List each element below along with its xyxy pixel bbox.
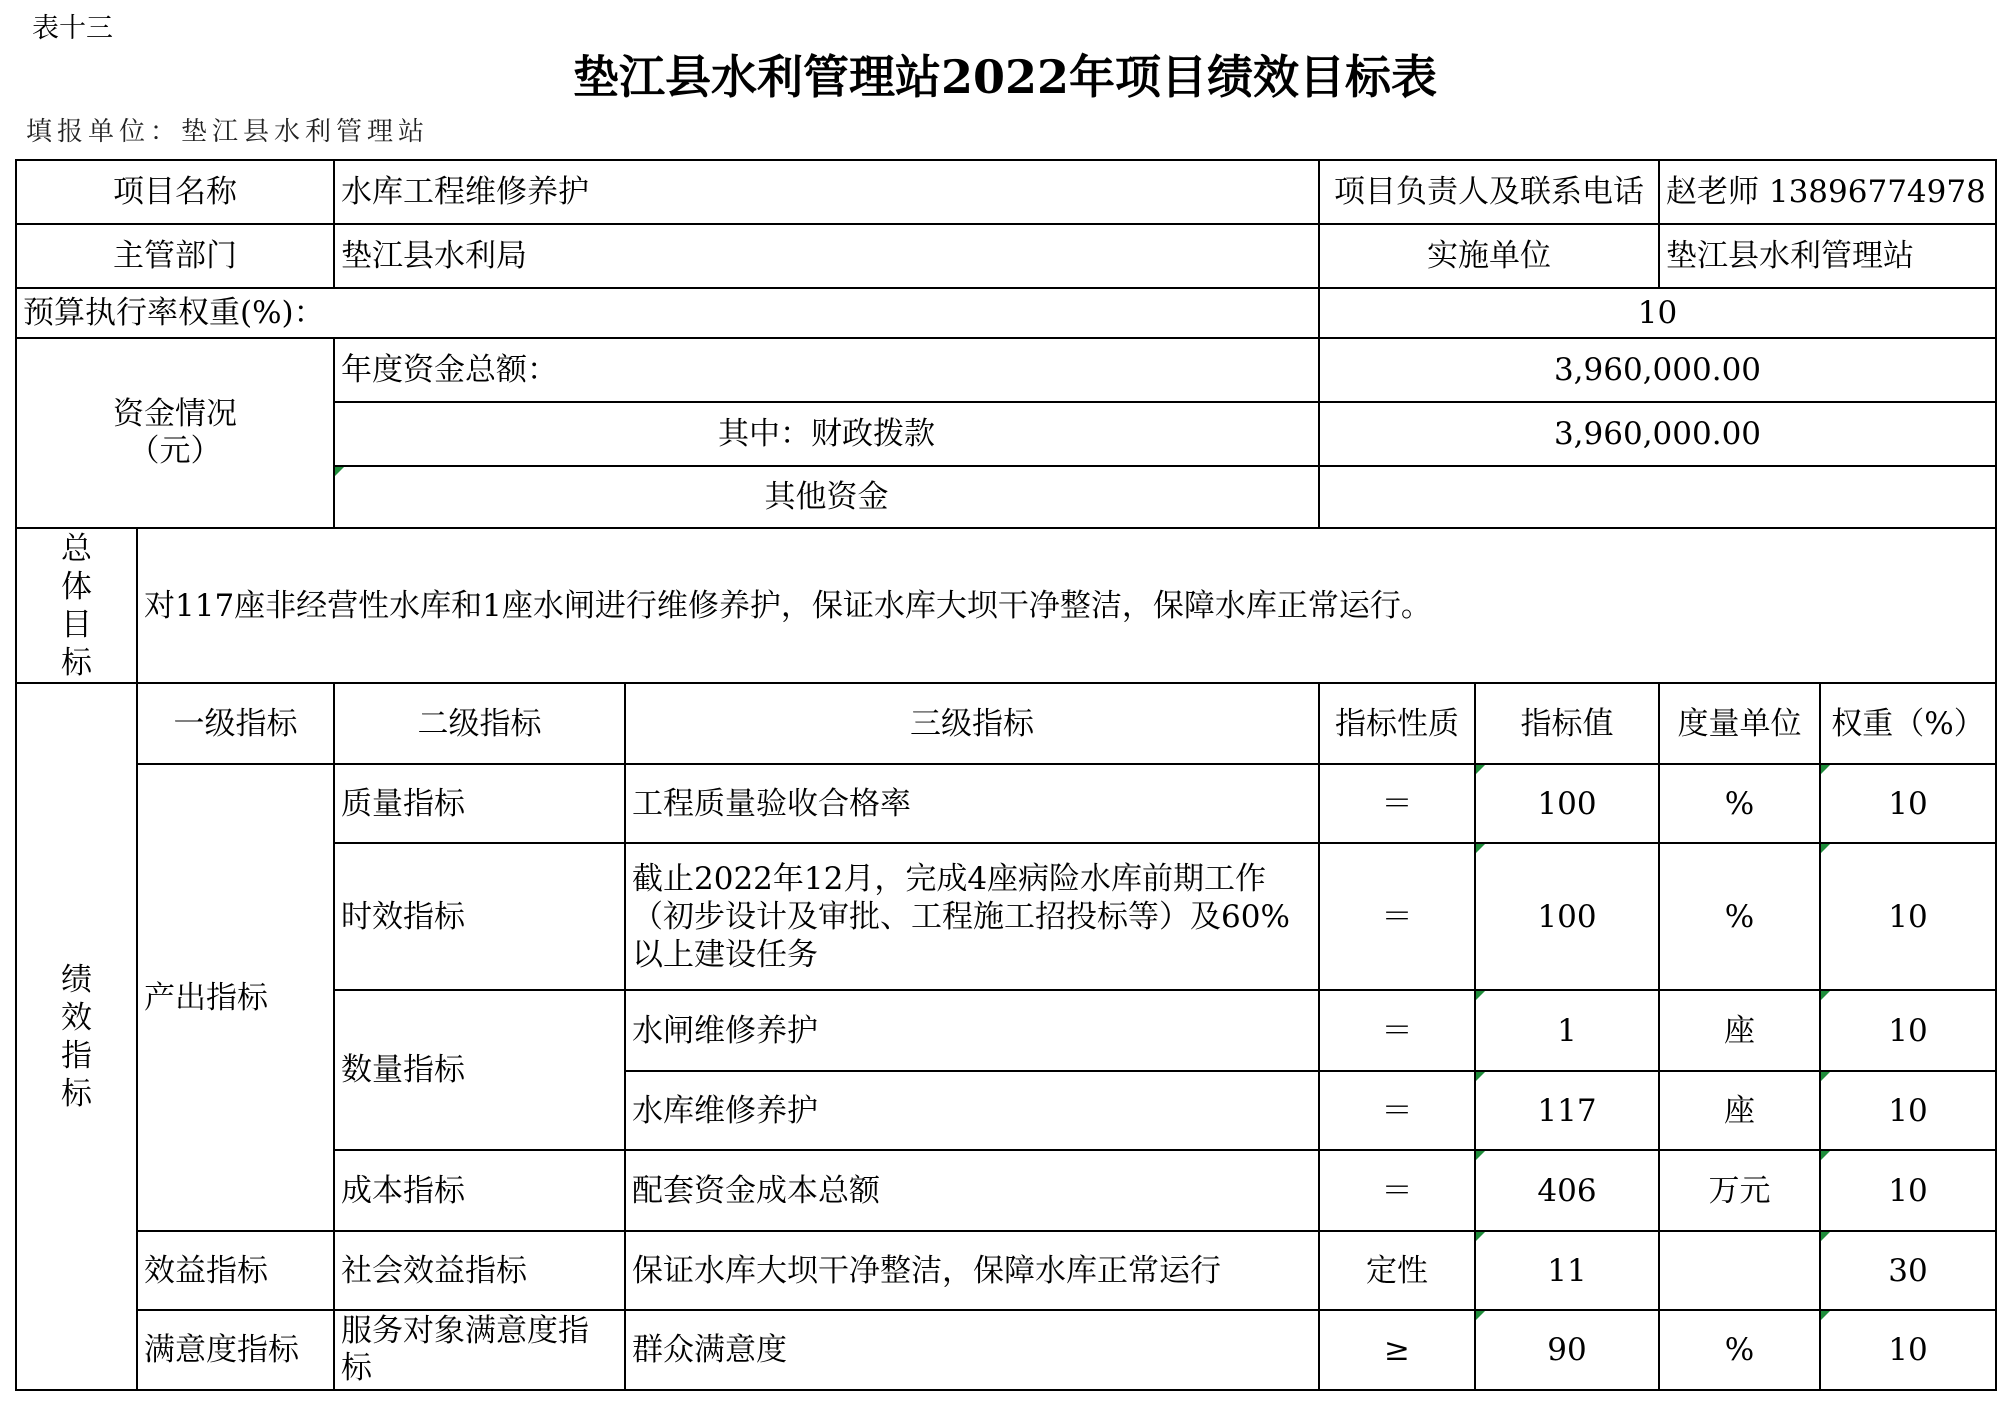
- header-weight: 权重（%）: [1820, 683, 1996, 764]
- funds-total-label: 年度资金总额：: [334, 338, 1319, 402]
- level2-cell: 数量指标: [334, 990, 625, 1150]
- header-nature: 指标性质: [1319, 683, 1475, 764]
- funds-other-label: 其他资金: [334, 466, 1319, 528]
- unit-cell: %: [1659, 843, 1820, 990]
- project-name-value: 水库工程维修养护: [334, 160, 1319, 224]
- unit-cell: %: [1659, 764, 1820, 843]
- value-cell: 406: [1475, 1150, 1659, 1231]
- funds-other-value: [1319, 466, 1996, 528]
- nature-cell: 定性: [1319, 1231, 1475, 1310]
- funds-cell: [16, 338, 334, 528]
- level2-text: 服务对象满意度指标: [341, 1313, 589, 1386]
- nature-cell: ＝: [1319, 1071, 1475, 1150]
- level3-cell: 群众满意度: [625, 1310, 1319, 1390]
- department-label: 主管部门: [16, 224, 334, 288]
- weight-cell: 10: [1820, 843, 1996, 990]
- goal-label: 总体目标: [61, 530, 92, 681]
- level2-cell: 时效指标: [334, 843, 625, 990]
- row-budget-weight: [16, 288, 1996, 338]
- level3-line: 以上建设任务: [632, 936, 818, 973]
- implementing-unit-value: 垫江县水利管理站: [1659, 224, 1996, 288]
- weight-cell: 10: [1820, 1150, 1996, 1231]
- funds-fiscal-value: 3,960,000.00: [1319, 402, 1996, 466]
- performance-target-table: [15, 159, 1997, 1391]
- header-level1: 一级指标: [137, 683, 334, 764]
- weight-cell: 10: [1820, 990, 1996, 1071]
- row-funds-total: [16, 338, 1996, 402]
- value-cell: 117: [1475, 1071, 1659, 1150]
- reporting-unit: 填报单位：垫江县水利管理站: [26, 117, 430, 147]
- nature-cell: ＝: [1319, 764, 1475, 843]
- project-contact-label: 项目负责人及联系电话: [1319, 160, 1659, 224]
- unit-cell: %: [1659, 1310, 1820, 1390]
- level3-line: （初步设计及审批、工程施工招投标等）及60%: [632, 898, 1290, 935]
- table-row: [16, 1310, 1996, 1390]
- nature-cell: ＝: [1319, 990, 1475, 1071]
- level2-cell: 质量指标: [334, 764, 625, 843]
- header-value: 指标值: [1475, 683, 1659, 764]
- value-cell: 90: [1475, 1310, 1659, 1390]
- table-row: [16, 1231, 1996, 1310]
- row-department: [16, 224, 1996, 288]
- project-contact-value: 赵老师 13896774978: [1659, 160, 1996, 224]
- indicators-label: 绩效指标: [61, 961, 92, 1112]
- nature-cell: ＝: [1319, 1150, 1475, 1231]
- row-overall-goal: [16, 528, 1996, 683]
- value-cell: 1: [1475, 990, 1659, 1071]
- level1-output: 产出指标: [137, 764, 334, 1231]
- level2-cell: [334, 1310, 625, 1390]
- level3-cell: [625, 843, 1319, 990]
- level3-cell: 保证水库大坝干净整洁，保障水库正常运行: [625, 1231, 1319, 1310]
- weight-cell: 10: [1820, 1310, 1996, 1390]
- header-unit: 度量单位: [1659, 683, 1820, 764]
- header-level2: 二级指标: [334, 683, 625, 764]
- table-number: 表十三: [32, 13, 113, 44]
- page-title: 垫江县水利管理站2022年项目绩效目标表: [572, 50, 1438, 104]
- nature-cell: ＝: [1319, 843, 1475, 990]
- weight-cell: 10: [1820, 1071, 1996, 1150]
- funds-label: 资金情况（元）: [113, 396, 237, 469]
- level3-line: 截止2022年12月，完成4座病险水库前期工作: [632, 860, 1267, 897]
- budget-weight-value: 10: [1319, 288, 1996, 338]
- unit-cell: [1659, 1231, 1820, 1310]
- project-name-label: 项目名称: [16, 160, 334, 224]
- header-level3: 三级指标: [625, 683, 1319, 764]
- unit-cell: 座: [1659, 1071, 1820, 1150]
- department-value: 垫江县水利局: [334, 224, 1319, 288]
- goal-cell: [16, 528, 137, 683]
- funds-fiscal-label: 其中：财政拨款: [334, 402, 1319, 466]
- implementing-unit-label: 实施单位: [1319, 224, 1659, 288]
- unit-cell: 万元: [1659, 1150, 1820, 1231]
- weight-cell: 10: [1820, 764, 1996, 843]
- unit-cell: 座: [1659, 990, 1820, 1071]
- indicators-cell: [16, 683, 137, 1390]
- level3-cell: 水库维修养护: [625, 1071, 1319, 1150]
- budget-weight-label: 预算执行率权重(%)：: [16, 288, 1319, 338]
- level2-cell: 成本指标: [334, 1150, 625, 1231]
- funds-total-value: 3,960,000.00: [1319, 338, 1996, 402]
- level2-cell: 社会效益指标: [334, 1231, 625, 1310]
- level1-satisfaction: 满意度指标: [137, 1310, 334, 1390]
- goal-text: 对117座非经营性水库和1座水闸进行维修养护，保证水库大坝干净整洁，保障水库正常运行。: [137, 528, 1996, 683]
- nature-cell: ≥: [1319, 1310, 1475, 1390]
- level1-benefit: 效益指标: [137, 1231, 334, 1310]
- value-cell: 100: [1475, 843, 1659, 990]
- weight-cell: 30: [1820, 1231, 1996, 1310]
- level3-cell: 工程质量验收合格率: [625, 764, 1319, 843]
- row-project-name: [16, 160, 1996, 224]
- level3-cell: 配套资金成本总额: [625, 1150, 1319, 1231]
- level3-cell: 水闸维修养护: [625, 990, 1319, 1071]
- row-indicator-header: [16, 683, 1996, 764]
- value-cell: 11: [1475, 1231, 1659, 1310]
- value-cell: 100: [1475, 764, 1659, 843]
- table-row: [16, 764, 1996, 843]
